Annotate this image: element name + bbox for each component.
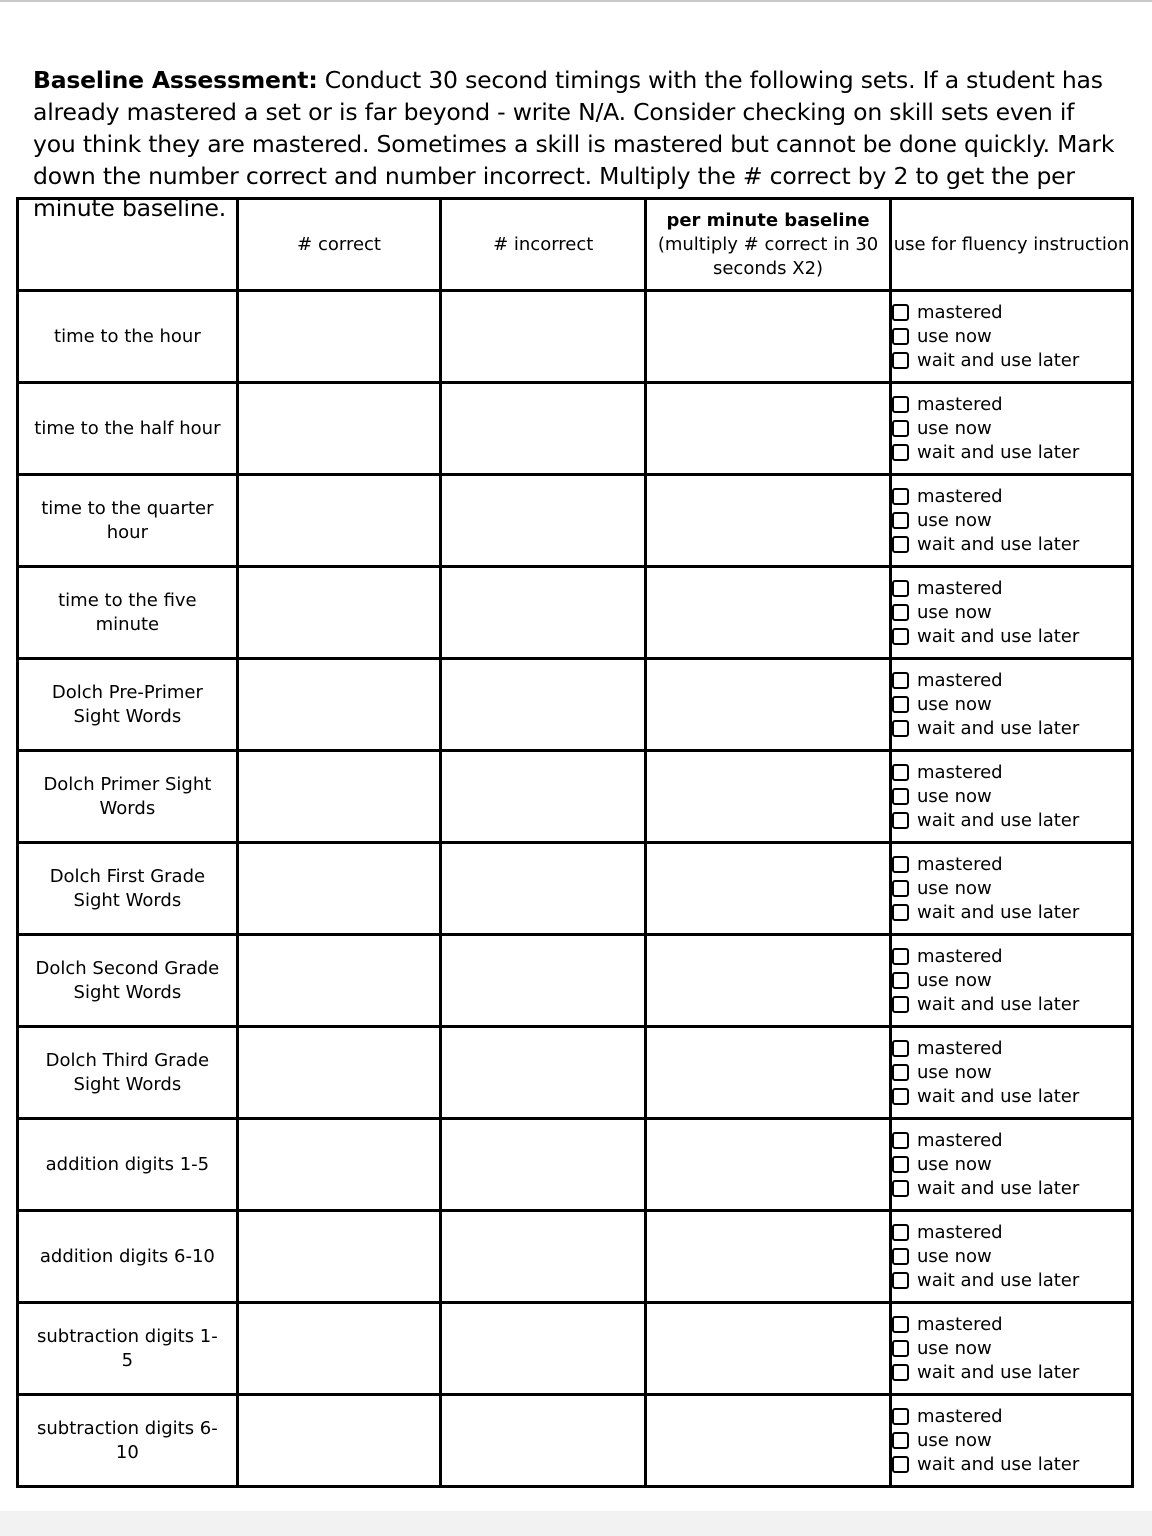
fluency-option[interactable] bbox=[892, 1429, 1131, 1453]
checkbox-icon[interactable] bbox=[892, 1224, 909, 1241]
fluency-option[interactable] bbox=[892, 809, 1131, 833]
baseline-table bbox=[16, 197, 1134, 1488]
fluency-option-label: use now bbox=[917, 693, 992, 715]
baseline-cell[interactable] bbox=[646, 935, 891, 1027]
header-baseline-note: (multiply # correct in 30 seconds X2) bbox=[657, 233, 879, 279]
fluency-option[interactable] bbox=[892, 325, 1131, 349]
fluency-option[interactable] bbox=[892, 1221, 1131, 1245]
fluency-options-cell bbox=[891, 1211, 1133, 1303]
correct-cell[interactable] bbox=[237, 475, 441, 567]
fluency-option-label: mastered bbox=[917, 761, 1003, 783]
fluency-options-cell bbox=[891, 1027, 1133, 1119]
checkbox-icon[interactable] bbox=[892, 1040, 909, 1057]
fluency-option[interactable] bbox=[892, 1405, 1131, 1429]
incorrect-cell[interactable] bbox=[441, 1211, 646, 1303]
fluency-option-label: wait and use later bbox=[917, 1085, 1080, 1107]
baseline-cell[interactable] bbox=[646, 1303, 891, 1395]
fluency-option[interactable] bbox=[892, 969, 1131, 993]
baseline-cell[interactable] bbox=[646, 751, 891, 843]
fluency-option[interactable] bbox=[892, 901, 1131, 925]
skill-label: subtraction digits 1-5 bbox=[37, 1325, 218, 1371]
checkbox-icon[interactable] bbox=[892, 1132, 909, 1149]
fluency-option[interactable] bbox=[892, 485, 1131, 509]
fluency-option[interactable] bbox=[892, 393, 1131, 417]
skill-cell bbox=[18, 1303, 238, 1395]
table-row bbox=[18, 751, 1133, 843]
baseline-cell[interactable] bbox=[646, 1211, 891, 1303]
checkbox-icon[interactable] bbox=[892, 720, 909, 737]
checkbox-icon[interactable] bbox=[892, 488, 909, 505]
baseline-cell[interactable] bbox=[646, 1395, 891, 1487]
table-row bbox=[18, 1211, 1133, 1303]
table-row bbox=[18, 475, 1133, 567]
fluency-option[interactable] bbox=[892, 601, 1131, 625]
fluency-option-label: mastered bbox=[917, 1037, 1003, 1059]
fluency-options-cell bbox=[891, 475, 1133, 567]
checkbox-icon[interactable] bbox=[892, 1340, 909, 1357]
fluency-option-label: mastered bbox=[917, 1313, 1003, 1335]
fluency-option-label: wait and use later bbox=[917, 1453, 1080, 1475]
fluency-options-cell bbox=[891, 659, 1133, 751]
checkbox-icon[interactable] bbox=[892, 1456, 909, 1473]
fluency-option[interactable] bbox=[892, 945, 1131, 969]
correct-cell[interactable] bbox=[237, 567, 441, 659]
skill-label: time to the quarter hour bbox=[41, 497, 214, 543]
incorrect-cell[interactable] bbox=[441, 935, 646, 1027]
incorrect-cell[interactable] bbox=[441, 1395, 646, 1487]
fluency-options-cell bbox=[891, 1119, 1133, 1211]
skill-label: subtraction digits 6-10 bbox=[37, 1417, 218, 1463]
checkbox-icon[interactable] bbox=[892, 1408, 909, 1425]
incorrect-cell[interactable] bbox=[441, 567, 646, 659]
checkbox-icon[interactable] bbox=[892, 580, 909, 597]
baseline-cell[interactable] bbox=[646, 843, 891, 935]
fluency-option[interactable] bbox=[892, 577, 1131, 601]
table-row bbox=[18, 567, 1133, 659]
fluency-option-label: mastered bbox=[917, 301, 1003, 323]
fluency-option-label: use now bbox=[917, 601, 992, 623]
incorrect-cell[interactable] bbox=[441, 659, 646, 751]
fluency-option-label: mastered bbox=[917, 1221, 1003, 1243]
checkbox-icon[interactable] bbox=[892, 696, 909, 713]
checkbox-icon[interactable] bbox=[892, 1272, 909, 1289]
header-skill bbox=[18, 199, 238, 291]
fluency-option[interactable] bbox=[892, 1153, 1131, 1177]
checkbox-icon[interactable] bbox=[892, 1088, 909, 1105]
checkbox-icon[interactable] bbox=[892, 304, 909, 321]
checkbox-icon[interactable] bbox=[892, 764, 909, 781]
skill-cell bbox=[18, 1395, 238, 1487]
correct-cell[interactable] bbox=[237, 291, 441, 383]
fluency-option[interactable] bbox=[892, 417, 1131, 441]
correct-cell[interactable] bbox=[237, 1027, 441, 1119]
skill-cell bbox=[18, 383, 238, 475]
skill-cell bbox=[18, 291, 238, 383]
instructions-lead: Baseline Assessment: bbox=[33, 65, 318, 94]
checkbox-icon[interactable] bbox=[892, 812, 909, 829]
fluency-option-label: wait and use later bbox=[917, 441, 1080, 463]
incorrect-cell[interactable] bbox=[441, 1027, 646, 1119]
table-row bbox=[18, 843, 1133, 935]
fluency-option[interactable] bbox=[892, 441, 1131, 465]
table-body bbox=[18, 291, 1133, 1487]
fluency-option-label: use now bbox=[917, 325, 992, 347]
fluency-option-label: wait and use later bbox=[917, 1269, 1080, 1291]
checkbox-icon[interactable] bbox=[892, 536, 909, 553]
checkbox-icon[interactable] bbox=[892, 444, 909, 461]
checkbox-icon[interactable] bbox=[892, 1364, 909, 1381]
correct-cell[interactable] bbox=[237, 843, 441, 935]
fluency-option[interactable] bbox=[892, 1061, 1131, 1085]
checkbox-icon[interactable] bbox=[892, 1248, 909, 1265]
fluency-option[interactable] bbox=[892, 993, 1131, 1017]
checkbox-icon[interactable] bbox=[892, 880, 909, 897]
checkbox-icon[interactable] bbox=[892, 1156, 909, 1173]
fluency-option[interactable] bbox=[892, 1085, 1131, 1109]
correct-cell[interactable] bbox=[237, 935, 441, 1027]
fluency-options-cell bbox=[891, 935, 1133, 1027]
table-row bbox=[18, 291, 1133, 383]
correct-cell[interactable] bbox=[237, 659, 441, 751]
checkbox-icon[interactable] bbox=[892, 1432, 909, 1449]
fluency-option-label: use now bbox=[917, 1061, 992, 1083]
instructions-text: Conduct 30 second timings with the following sets. If a student has already mastered a set or is far beyond - write N/A. Consider checking on skill sets even if you think they are mastered. Sometimes a skill is mastered but cannot be done quickly. Mark down the number correct and number incorrect. Multiply the # correct by 2 to get the per minute baseline. bbox=[33, 65, 1115, 222]
fluency-option[interactable] bbox=[892, 717, 1131, 741]
fluency-option-label: wait and use later bbox=[917, 1361, 1080, 1383]
fluency-option[interactable] bbox=[892, 1361, 1131, 1385]
skill-cell bbox=[18, 935, 238, 1027]
header-fluency: use for fluency instruction bbox=[891, 199, 1133, 291]
correct-cell[interactable] bbox=[237, 1211, 441, 1303]
fluency-options-cell bbox=[891, 1395, 1133, 1487]
incorrect-cell[interactable] bbox=[441, 751, 646, 843]
fluency-option-label: use now bbox=[917, 785, 992, 807]
checkbox-icon[interactable] bbox=[892, 972, 909, 989]
table-row bbox=[18, 1027, 1133, 1119]
correct-cell[interactable] bbox=[237, 1395, 441, 1487]
header-incorrect: # incorrect bbox=[441, 199, 646, 291]
fluency-option[interactable] bbox=[892, 785, 1131, 809]
fluency-option[interactable] bbox=[892, 1269, 1131, 1293]
fluency-option[interactable] bbox=[892, 761, 1131, 785]
fluency-options-cell bbox=[891, 751, 1133, 843]
fluency-option[interactable] bbox=[892, 1177, 1131, 1201]
checkbox-icon[interactable] bbox=[892, 396, 909, 413]
checkbox-icon[interactable] bbox=[892, 904, 909, 921]
fluency-option-label: wait and use later bbox=[917, 625, 1080, 647]
fluency-option-label: use now bbox=[917, 877, 992, 899]
table-header-row bbox=[18, 199, 1133, 291]
checkbox-icon[interactable] bbox=[892, 856, 909, 873]
fluency-option[interactable] bbox=[892, 533, 1131, 557]
skill-label: Dolch Primer Sight Words bbox=[43, 773, 212, 819]
baseline-cell[interactable] bbox=[646, 1119, 891, 1211]
correct-cell[interactable] bbox=[237, 751, 441, 843]
fluency-option[interactable] bbox=[892, 1129, 1131, 1153]
baseline-cell[interactable] bbox=[646, 1027, 891, 1119]
fluency-option-label: mastered bbox=[917, 945, 1003, 967]
incorrect-cell[interactable] bbox=[441, 291, 646, 383]
fluency-option-label: use now bbox=[917, 1429, 992, 1451]
checkbox-icon[interactable] bbox=[892, 420, 909, 437]
correct-cell[interactable] bbox=[237, 1119, 441, 1211]
table-row bbox=[18, 1303, 1133, 1395]
fluency-option-label: use now bbox=[917, 1153, 992, 1175]
fluency-option[interactable] bbox=[892, 301, 1131, 325]
baseline-cell[interactable] bbox=[646, 567, 891, 659]
fluency-option[interactable] bbox=[892, 877, 1131, 901]
fluency-option[interactable] bbox=[892, 1313, 1131, 1337]
fluency-option-label: mastered bbox=[917, 1405, 1003, 1427]
checkbox-icon[interactable] bbox=[892, 948, 909, 965]
fluency-option-label: use now bbox=[917, 417, 992, 439]
skill-label: addition digits 1-5 bbox=[45, 1153, 210, 1175]
skill-cell bbox=[18, 1027, 238, 1119]
skill-label: Dolch Pre-Primer Sight Words bbox=[51, 681, 203, 727]
table-row bbox=[18, 1119, 1133, 1211]
skill-label: time to the five minute bbox=[58, 589, 197, 635]
fluency-option-label: wait and use later bbox=[917, 349, 1080, 371]
fluency-option-label: wait and use later bbox=[917, 717, 1080, 739]
fluency-option[interactable] bbox=[892, 349, 1131, 373]
table-row bbox=[18, 659, 1133, 751]
fluency-option[interactable] bbox=[892, 509, 1131, 533]
skill-cell bbox=[18, 1119, 238, 1211]
checkbox-icon[interactable] bbox=[892, 352, 909, 369]
fluency-options-cell bbox=[891, 1303, 1133, 1395]
skill-label: time to the hour bbox=[54, 325, 201, 347]
incorrect-cell[interactable] bbox=[441, 1119, 646, 1211]
baseline-cell[interactable] bbox=[646, 475, 891, 567]
header-baseline bbox=[646, 199, 891, 291]
fluency-option[interactable] bbox=[892, 625, 1131, 649]
table-row bbox=[18, 1395, 1133, 1487]
skill-cell bbox=[18, 567, 238, 659]
fluency-option-label: wait and use later bbox=[917, 993, 1080, 1015]
fluency-option[interactable] bbox=[892, 1037, 1131, 1061]
baseline-cell[interactable] bbox=[646, 383, 891, 475]
skill-label: Dolch Third Grade Sight Words bbox=[45, 1049, 210, 1095]
checkbox-icon[interactable] bbox=[892, 996, 909, 1013]
skill-label: Dolch First Grade Sight Words bbox=[49, 865, 206, 911]
fluency-option-label: mastered bbox=[917, 1129, 1003, 1151]
fluency-option-label: wait and use later bbox=[917, 901, 1080, 923]
fluency-options-cell bbox=[891, 843, 1133, 935]
skill-label: Dolch Second Grade Sight Words bbox=[35, 957, 220, 1003]
checkbox-icon[interactable] bbox=[892, 788, 909, 805]
skill-cell bbox=[18, 659, 238, 751]
checkbox-icon[interactable] bbox=[892, 604, 909, 621]
checkbox-icon[interactable] bbox=[892, 328, 909, 345]
baseline-cell[interactable] bbox=[646, 659, 891, 751]
fluency-options-cell bbox=[891, 291, 1133, 383]
fluency-option-label: use now bbox=[917, 1337, 992, 1359]
incorrect-cell[interactable] bbox=[441, 383, 646, 475]
fluency-option[interactable] bbox=[892, 1245, 1131, 1269]
fluency-option-label: mastered bbox=[917, 669, 1003, 691]
table-row bbox=[18, 935, 1133, 1027]
incorrect-cell[interactable] bbox=[441, 1303, 646, 1395]
fluency-option-label: wait and use later bbox=[917, 809, 1080, 831]
fluency-option-label: mastered bbox=[917, 485, 1003, 507]
skill-label: time to the half hour bbox=[34, 417, 221, 439]
fluency-option-label: wait and use later bbox=[917, 533, 1080, 555]
checkbox-icon[interactable] bbox=[892, 628, 909, 645]
fluency-option-label: use now bbox=[917, 969, 992, 991]
incorrect-cell[interactable] bbox=[441, 475, 646, 567]
fluency-options-cell bbox=[891, 567, 1133, 659]
correct-cell[interactable] bbox=[237, 1303, 441, 1395]
fluency-option-label: use now bbox=[917, 509, 992, 531]
header-baseline-title: per minute baseline bbox=[666, 209, 870, 231]
checkbox-icon[interactable] bbox=[892, 672, 909, 689]
skill-cell bbox=[18, 843, 238, 935]
checkbox-icon[interactable] bbox=[892, 1316, 909, 1333]
baseline-cell[interactable] bbox=[646, 291, 891, 383]
fluency-option-label: wait and use later bbox=[917, 1177, 1080, 1199]
skill-label: addition digits 6-10 bbox=[39, 1245, 215, 1267]
skill-cell bbox=[18, 1211, 238, 1303]
skill-cell bbox=[18, 751, 238, 843]
fluency-option-label: use now bbox=[917, 1245, 992, 1267]
table-row bbox=[18, 383, 1133, 475]
fluency-options-cell bbox=[891, 383, 1133, 475]
fluency-option[interactable] bbox=[892, 1337, 1131, 1361]
fluency-option[interactable] bbox=[892, 1453, 1131, 1477]
header-correct: # correct bbox=[237, 199, 441, 291]
fluency-option[interactable] bbox=[892, 669, 1131, 693]
fluency-option-label: mastered bbox=[917, 853, 1003, 875]
checkbox-icon[interactable] bbox=[892, 512, 909, 529]
fluency-option-label: mastered bbox=[917, 577, 1003, 599]
fluency-option[interactable] bbox=[892, 853, 1131, 877]
skill-cell bbox=[18, 475, 238, 567]
incorrect-cell[interactable] bbox=[441, 843, 646, 935]
checkbox-icon[interactable] bbox=[892, 1180, 909, 1197]
fluency-option[interactable] bbox=[892, 693, 1131, 717]
checkbox-icon[interactable] bbox=[892, 1064, 909, 1081]
correct-cell[interactable] bbox=[237, 383, 441, 475]
fluency-option-label: mastered bbox=[917, 393, 1003, 415]
